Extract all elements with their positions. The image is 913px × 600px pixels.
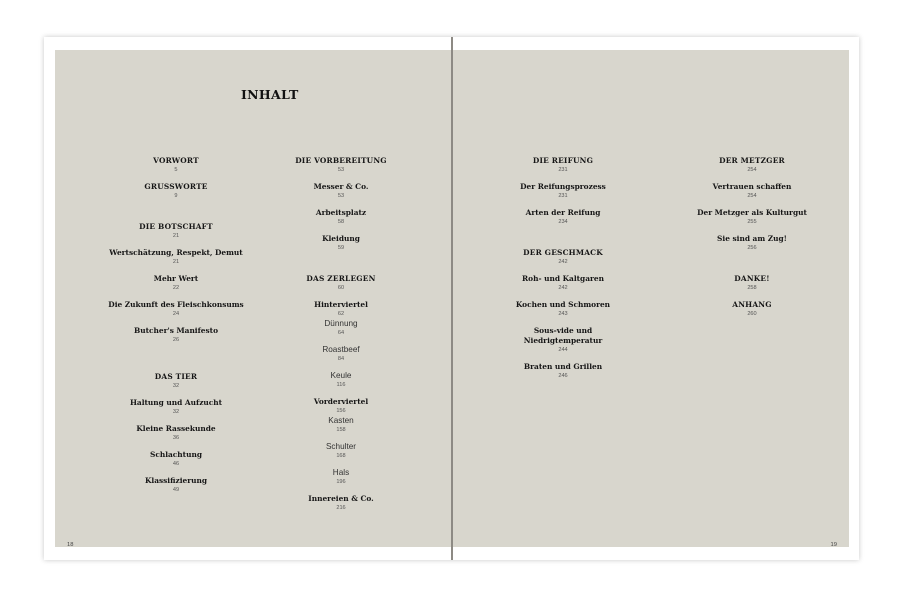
toc-section-title: GRUSSWORTE: [144, 182, 208, 191]
toc-page-number: 260: [747, 311, 757, 317]
toc-subitem-title: Roastbeef: [322, 345, 360, 354]
toc-entry: [314, 397, 368, 416]
toc-section-title: DIE BOTSCHAFT: [139, 222, 213, 231]
toc-item-title: Hinterviertel: [314, 300, 368, 309]
toc-page-number: 231: [558, 167, 568, 173]
toc-entry: [328, 416, 354, 435]
toc-column-left-1: [108, 156, 243, 502]
right-page: [453, 50, 849, 547]
toc-entry: [145, 476, 207, 495]
toc-column-left-2: [295, 156, 387, 520]
toc-item-title: Roh- und Kaltgaren: [522, 274, 604, 283]
toc-page-number: 22: [172, 285, 180, 291]
toc-entry: [324, 319, 357, 338]
toc-page-number: 256: [747, 245, 757, 251]
toc-item-title: Vorderviertel: [313, 397, 369, 406]
toc-entry: [533, 156, 593, 175]
toc-page-number: 53: [337, 167, 345, 173]
toc-entry: [295, 156, 387, 175]
toc-subitem-title: Kasten: [328, 416, 354, 425]
toc-entry: [322, 234, 360, 253]
toc-section-title: ANHANG: [732, 300, 772, 309]
toc-page-number: 242: [558, 285, 568, 291]
toc-page-number: 158: [336, 427, 346, 433]
toc-item-title: Klassifizierung: [144, 476, 208, 485]
toc-section-title: DANKE!: [734, 274, 770, 283]
toc-page-number: 258: [747, 285, 757, 291]
toc-page-number: 21: [172, 259, 180, 265]
toc-entry: [717, 234, 787, 253]
toc-page-number: 59: [337, 245, 345, 251]
toc-page-number: 84: [337, 356, 345, 362]
toc-subitem-title: Hals: [332, 468, 350, 477]
toc-entry: [316, 208, 366, 227]
toc-item-title: Wertschätzung, Respekt, Demut: [109, 248, 243, 257]
toc-page-number: 231: [558, 193, 568, 199]
toc-item-title: Die Zukunft des Fleischkonsums: [108, 300, 244, 309]
toc-entry: [109, 248, 242, 267]
toc-entry: [306, 274, 375, 293]
toc-page-number: 243: [558, 311, 568, 317]
toc-page-number: 246: [558, 373, 568, 379]
toc-page-number: 26: [172, 337, 180, 343]
toc-page-number: 216: [336, 505, 346, 511]
toc-entry: [314, 300, 368, 319]
toc-item-title: Kleine Rassekunde: [136, 424, 216, 433]
toc-entry: [144, 182, 207, 201]
toc-entry: [108, 300, 243, 319]
toc-entry: [136, 424, 215, 443]
toc-entry: [322, 345, 359, 364]
toc-page-number: 60: [337, 285, 345, 291]
page-number-right: 19: [830, 542, 837, 548]
toc-item-title: Messer & Co.: [313, 182, 369, 191]
toc-item-title: Arbeitsplatz: [315, 208, 367, 217]
toc-page-number: 49: [172, 487, 180, 493]
toc-page-number: 24: [172, 311, 180, 317]
toc-page-number: 168: [336, 453, 346, 459]
toc-entry: [153, 156, 199, 175]
toc-entry: [326, 442, 356, 461]
toc-item-title: Vertrauen schaffen: [712, 182, 792, 191]
toc-item-title: Butcher's Manifesto: [133, 326, 219, 335]
toc-entry: [134, 326, 218, 345]
left-page: [55, 50, 452, 547]
toc-item-title: Der Metzger als Kulturgut: [697, 208, 807, 217]
toc-subitem-title: Dünnung: [324, 319, 358, 328]
toc-section-title: DER METZGER: [719, 156, 785, 165]
toc-entry: [522, 274, 604, 293]
page-title: INHALT: [241, 87, 299, 102]
toc-page-number: 234: [558, 219, 568, 225]
toc-item-title: Der Reifungsprozess: [520, 182, 606, 191]
toc-entry: [503, 326, 623, 355]
toc-page-number: 58: [337, 219, 345, 225]
toc-item-title: Schlachtung: [149, 450, 202, 459]
toc-entry: [523, 248, 603, 267]
toc-page-number: 46: [172, 461, 180, 467]
toc-entry: [719, 156, 785, 175]
toc-page-number: 255: [747, 219, 757, 225]
toc-page-number: 244: [558, 347, 568, 353]
toc-item-title: Sie sind am Zug!: [717, 234, 787, 243]
toc-entry: [331, 371, 352, 390]
toc-entry: [524, 362, 602, 381]
toc-section-title: DAS ZERLEGEN: [306, 274, 376, 283]
toc-page-number: 116: [336, 382, 346, 388]
toc-item-title: Kleidung: [322, 234, 360, 243]
toc-page-number: 53: [337, 193, 345, 199]
toc-page-number: 9: [174, 193, 178, 199]
toc-section-title: DIE REIFUNG: [532, 156, 594, 165]
toc-item-title: Innereien & Co.: [308, 494, 374, 503]
toc-page-number: 36: [172, 435, 180, 441]
toc-entry: [734, 274, 769, 293]
toc-page-number: 5: [174, 167, 178, 173]
toc-section-title: DAS TIER: [154, 372, 198, 381]
toc-entry: [308, 494, 373, 513]
toc-section-title: DIE VORBEREITUNG: [295, 156, 387, 165]
page-number-left: 18: [67, 542, 74, 548]
toc-page-number: 254: [747, 193, 757, 199]
toc-column-right-2: [697, 156, 807, 326]
toc-entry: [333, 468, 349, 487]
toc-page-number: 64: [337, 330, 345, 336]
toc-column-right-1: [503, 156, 623, 388]
toc-entry: [150, 450, 202, 469]
toc-page-number: 254: [747, 167, 757, 173]
toc-page-number: 62: [337, 311, 345, 317]
toc-entry: [155, 372, 197, 391]
toc-subitem-title: Keule: [330, 371, 352, 380]
toc-page-number: 32: [172, 383, 180, 389]
toc-entry: [154, 274, 198, 293]
toc-entry: [130, 398, 222, 417]
toc-page-number: 242: [558, 259, 568, 265]
toc-page-number: 32: [172, 409, 180, 415]
toc-entry: [713, 182, 792, 201]
toc-entry: [516, 300, 610, 319]
toc-entry: [732, 300, 771, 319]
toc-entry: [139, 222, 213, 241]
toc-entry: [520, 182, 606, 201]
toc-section-title: DER GESCHMACK: [523, 248, 603, 257]
toc-item-title: Haltung und Aufzucht: [129, 398, 223, 407]
toc-entry: [697, 208, 807, 227]
toc-page-number: 21: [172, 233, 180, 239]
toc-item-title: Kochen und Schmoren: [515, 300, 611, 309]
book-spread: [44, 37, 859, 560]
toc-entry: [526, 208, 601, 227]
toc-entry: [314, 182, 369, 201]
toc-page-number: 156: [336, 408, 346, 414]
toc-item-title: Arten der Reifung: [525, 208, 601, 217]
toc-section-title: VORWORT: [153, 156, 199, 165]
toc-page-number: 196: [336, 479, 346, 485]
toc-item-title: Sous-vide und Niedrigtemperatur: [523, 326, 603, 345]
toc-item-title: Mehr Wert: [153, 274, 199, 283]
toc-item-title: Braten und Grillen: [523, 362, 603, 371]
toc-subitem-title: Schulter: [325, 442, 357, 451]
